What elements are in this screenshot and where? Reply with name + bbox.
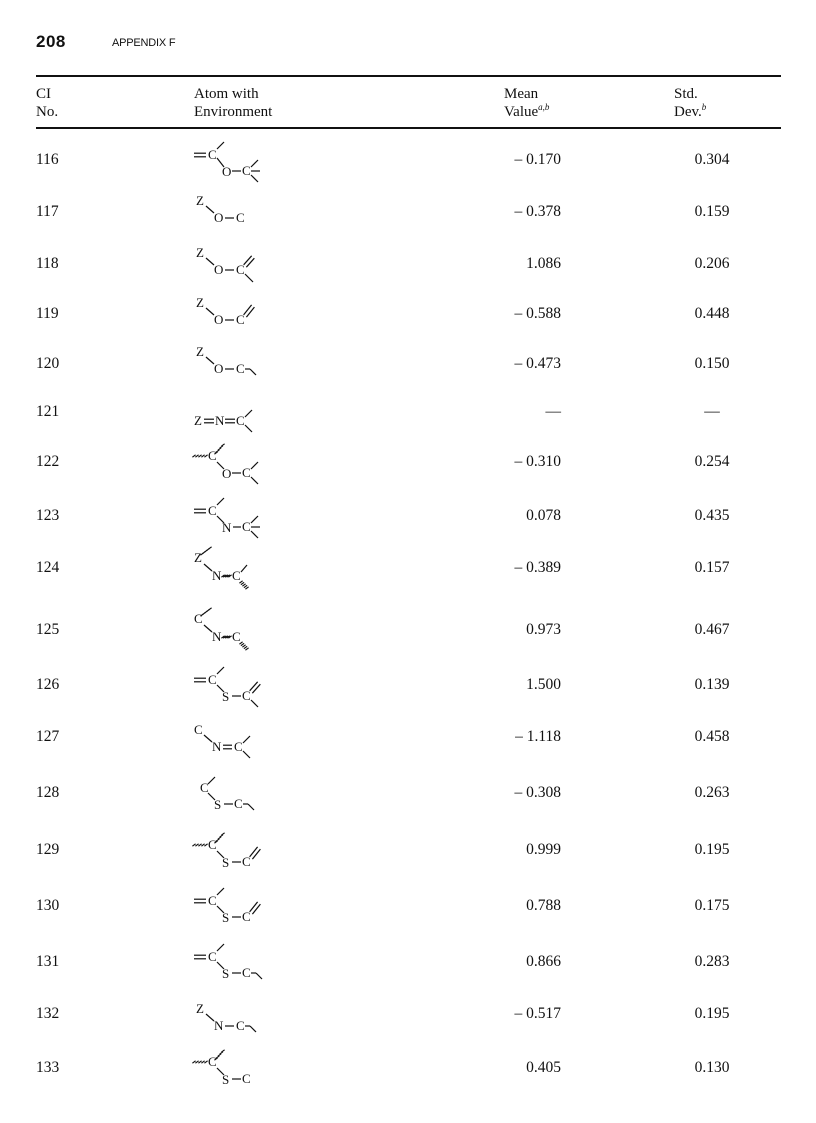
header-mean-line1: Mean [504,86,539,102]
mean-value: – 0.310 [514,453,561,470]
page-number: 208 [36,32,66,51]
svg-text:Z: Z [196,1001,204,1016]
structure-diagram [192,142,312,188]
svg-text:C: C [242,854,251,869]
svg-text:C: C [232,568,241,583]
std-dev-value: 0.467 [694,621,730,638]
mean-value: 0.973 [526,621,561,638]
structure-diagram [192,343,312,389]
structure-diagram [192,498,312,544]
ci-number: 127 [36,728,60,745]
svg-text:O: O [214,361,224,376]
svg-text:O: O [214,210,224,225]
header-mean [504,85,549,121]
svg-text:C: C [234,796,243,811]
std-dev-value: 0.435 [694,507,730,524]
header-sd-footnote: b [701,102,707,112]
svg-text:C: C [208,949,217,964]
svg-text:C: C [208,147,217,162]
mean-value: – 0.517 [514,1005,561,1022]
svg-text:C: C [242,909,251,924]
structure-diagram [192,721,312,767]
std-dev-value: 0.254 [694,453,730,470]
svg-text:O: O [222,164,232,179]
svg-text:S: S [222,689,230,704]
mean-value: – 0.308 [514,784,561,801]
svg-text:C: C [194,611,203,626]
std-dev-value: 0.448 [694,305,730,322]
mean-value: 0.866 [526,953,561,970]
svg-text:N: N [214,1018,224,1033]
svg-text:C: C [236,262,245,277]
std-dev-value: 0.458 [694,728,730,745]
ci-number: 131 [36,953,60,970]
svg-text:C: C [242,688,251,703]
header-atom-line1: Atom with [194,86,259,102]
svg-text:O: O [214,262,224,277]
svg-text:Z: Z [194,413,202,428]
svg-text:N: N [222,520,232,535]
svg-text:C: C [208,1054,217,1069]
svg-text:Z: Z [194,550,202,565]
ci-number: 124 [36,559,60,576]
structure-diagram [192,1000,312,1046]
svg-text:C: C [208,893,217,908]
header-mean-line2: Value [504,104,539,120]
structure-diagram [192,667,312,713]
mean-value: – 0.378 [514,203,561,220]
ci-number: 125 [36,621,60,638]
svg-text:Z: Z [196,344,204,359]
structure-diagram [192,294,312,340]
svg-text:C: C [242,465,251,480]
mean-value: 0.405 [526,1059,561,1076]
structure-diagram [192,944,312,990]
structure-diagram [192,1050,312,1096]
svg-text:O: O [214,312,224,327]
ci-number: 120 [36,355,60,372]
ci-number: 132 [36,1005,60,1022]
svg-text:C: C [242,163,251,178]
svg-text:Z: Z [196,193,204,208]
svg-text:Z: Z [196,245,204,260]
mean-value: 1.500 [526,676,561,693]
std-dev-value: 0.206 [694,255,730,272]
std-dev-value: 0.150 [694,355,730,372]
svg-text:N: N [212,629,222,644]
svg-text:C: C [236,413,245,428]
ci-number: 130 [36,897,60,914]
ci-number: 126 [36,676,60,693]
svg-text:S: S [222,966,230,981]
header-ci-line2: No. [36,104,59,120]
svg-text:C: C [236,210,245,225]
mean-value: – 0.170 [514,151,561,168]
ci-number: 123 [36,507,60,524]
std-dev-value: 0.130 [694,1059,730,1076]
section-title: APPENDIX F [112,37,176,49]
svg-text:S: S [222,1072,230,1087]
std-dev-value: 0.159 [694,203,730,220]
svg-text:C: C [242,1071,251,1086]
svg-text:C: C [242,519,251,534]
header-sd-line2: Dev. [674,104,702,120]
ci-number: 119 [36,305,59,322]
svg-text:C: C [208,503,217,518]
ci-number: 116 [36,151,59,168]
std-dev-value: 0.195 [694,1005,730,1022]
structure-diagram [192,833,312,879]
mean-value: – 1.118 [515,728,561,745]
svg-text:N: N [212,568,222,583]
header-mean-footnote: a,b [538,102,550,112]
svg-text:N: N [212,739,222,754]
svg-text:O: O [222,466,232,481]
structure-diagram [192,444,312,490]
mean-value: — [545,403,561,420]
svg-text:S: S [222,855,230,870]
ci-number: 118 [36,255,59,272]
ci-number: 128 [36,784,60,801]
structure-diagram [192,548,312,594]
ci-number: 133 [36,1059,60,1076]
svg-text:S: S [214,797,222,812]
ci-number: 117 [36,203,59,220]
ci-number: 122 [36,453,60,470]
std-dev-value: 0.139 [694,676,730,693]
header-ci-line1: CI [36,86,51,102]
header-atom-line2: Environment [194,104,273,120]
ci-number: 129 [36,841,60,858]
structure-diagram [192,609,312,655]
std-dev-value: 0.175 [694,897,730,914]
std-dev-value: 0.283 [694,953,730,970]
header-sd-line1: Std. [674,86,698,102]
structure-diagram [192,244,312,290]
header-ci [36,85,58,121]
header-atom [194,85,272,121]
table-top-rule [36,75,781,77]
mean-value: 0.788 [526,897,561,914]
std-dev-value: — [704,403,720,420]
structure-diagram [192,403,312,449]
svg-text:S: S [222,910,230,925]
std-dev-value: 0.157 [694,559,730,576]
mean-value: 0.999 [526,841,561,858]
svg-text:C: C [236,361,245,376]
svg-text:C: C [236,1018,245,1033]
svg-text:C: C [232,629,241,644]
header-sd [674,85,706,121]
structure-diagram [192,775,312,821]
mean-value: – 0.473 [514,355,561,372]
ci-number: 121 [36,403,60,420]
mean-value: – 0.588 [514,305,561,322]
mean-value: 1.086 [526,255,561,272]
svg-text:C: C [208,448,217,463]
svg-text:Z: Z [196,295,204,310]
svg-text:C: C [234,739,243,754]
structure-diagram [192,888,312,934]
svg-text:C: C [208,837,217,852]
svg-text:C: C [194,722,203,737]
svg-text:C: C [242,965,251,980]
svg-text:N: N [215,413,225,428]
svg-text:C: C [200,780,209,795]
std-dev-value: 0.263 [694,784,730,801]
mean-value: – 0.389 [514,559,561,576]
svg-text:C: C [236,312,245,327]
svg-text:C: C [208,672,217,687]
structure-diagram [192,192,312,238]
std-dev-value: 0.195 [694,841,730,858]
std-dev-value: 0.304 [694,151,730,168]
mean-value: 0.078 [526,507,561,524]
table-header-rule [36,127,781,129]
